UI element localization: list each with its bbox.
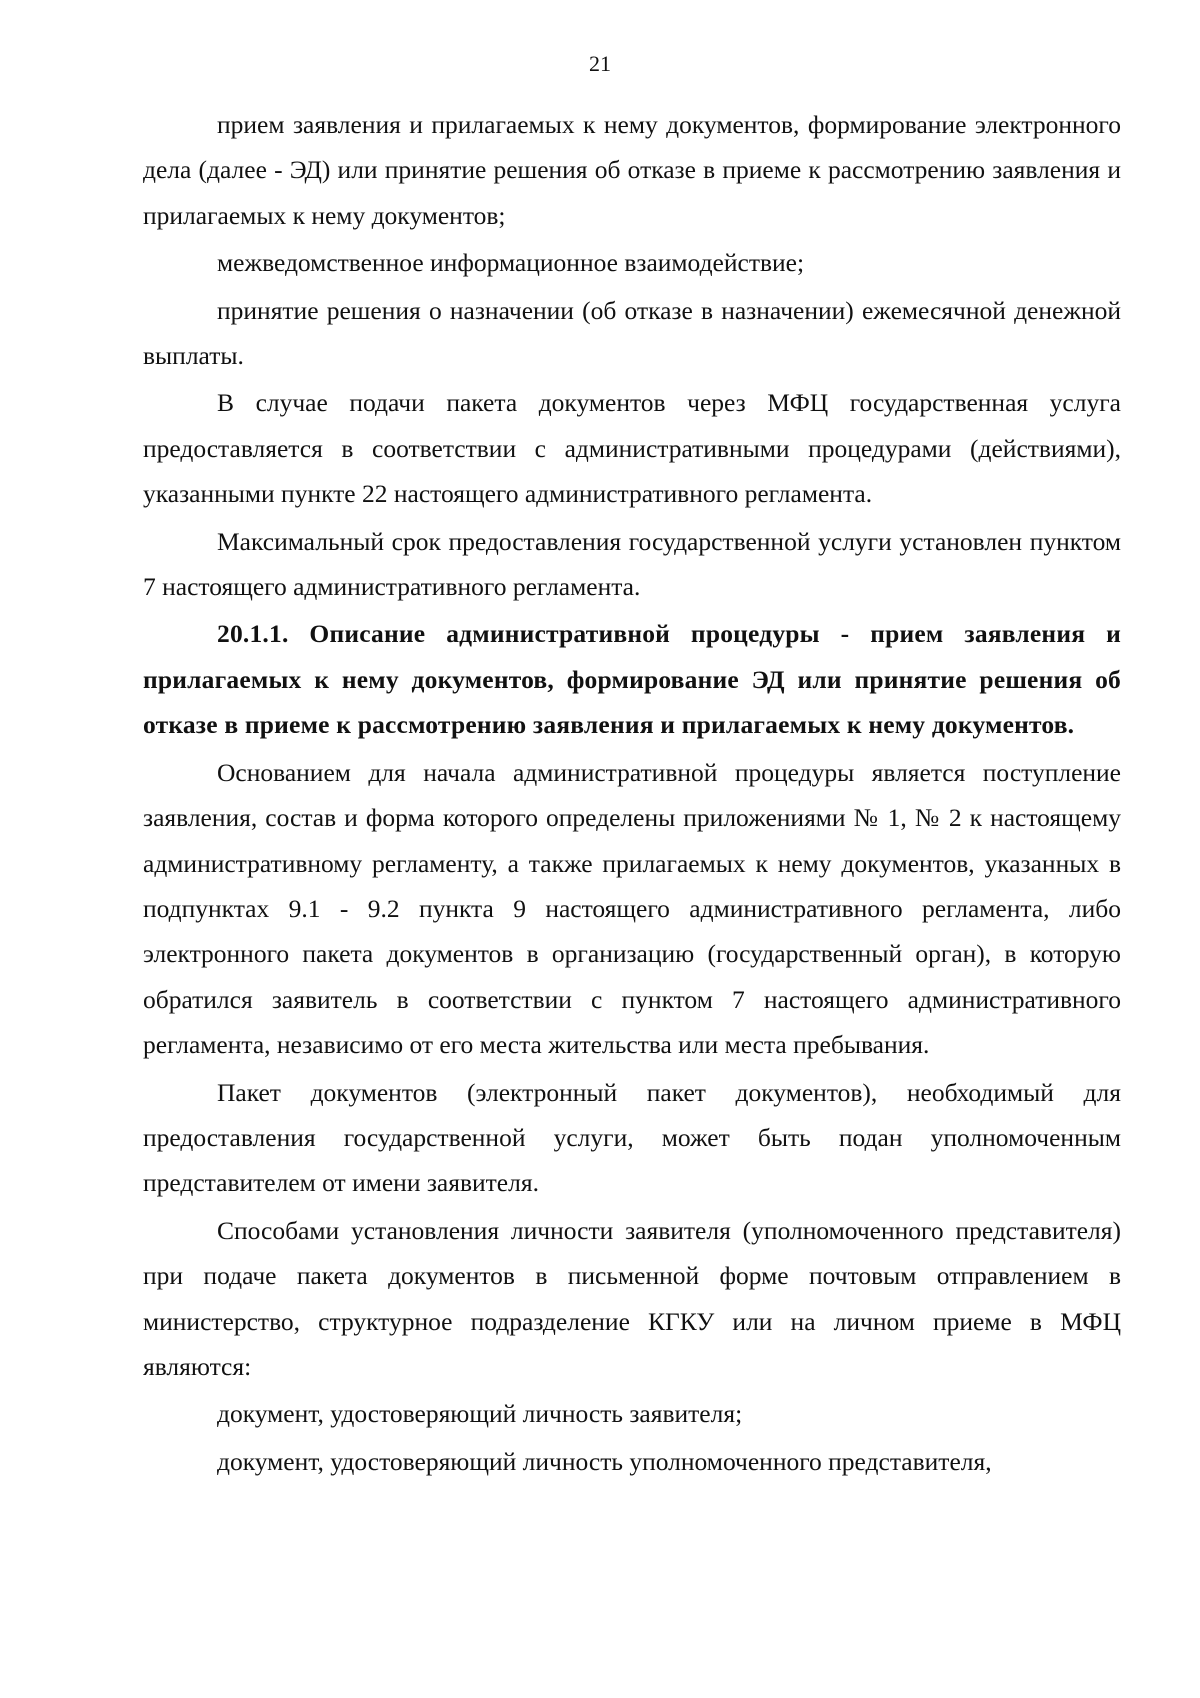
paragraph-max-term: Максимальный срок предоставления государственной услуги установлен пунктом 7 настоящего административного регламента. — [143, 526, 1121, 602]
paragraph-grounds: Основанием для начала административной процедуры является поступление заявления, состав и форма которого определены приложениями № 1, № 2 к настоящему административному регламенту, а также прилагаемых к нему документов, указанных в подпунктах 9.1 - 9.2 пункта 9 настоящего административного регламента, либо электронного пакета документов в организацию (государственный орган), в которую обратился заявитель в соответствии с пунктом 7 настоящего административного регламента, независимо от его места жительства или места пребывания. — [143, 757, 1121, 1060]
paragraph-representative-id: документ, удостоверяющий личность уполномоченного представителя, — [217, 1446, 992, 1476]
section-heading-20-1-1: 20.1.1. Описание административной процедуры - прием заявления и прилагаемых к нему документов, формирование ЭД или принятие решения об отказе в приеме к рассмотрению заявления и прилагаемых к нему документов. — [143, 619, 1121, 740]
paragraph-identification-methods: Способами установления личности заявителя (уполномоченного представителя) при подаче пакета документов в письменной форме почтовым отправлением в министерство, структурное подразделение КГКУ или на личном приеме в МФЦ являются: — [143, 1215, 1121, 1381]
paragraph-mfc-case: В случае подачи пакета документов через МФЦ государственная услуга предоставляется в соответствии с административными процедурами (действиями), указанными пункте 22 настоящего административного регламента. — [143, 388, 1121, 509]
paragraph-interagency: межведомственное информационное взаимодействие; — [217, 248, 805, 278]
page-number: 21 — [589, 51, 611, 76]
paragraph-representative: Пакет документов (электронный пакет документов), необходимый для предоставления государственной услуги, может быть подан уполномоченным представителем от имени заявителя. — [143, 1077, 1121, 1198]
paragraph-decision: принятие решения о назначении (об отказе в назначении) ежемесячной денежной выплаты. — [143, 295, 1121, 371]
document-body — [143, 102, 1121, 1486]
paragraph-applicant-id: документ, удостоверяющий личность заявителя; — [217, 1399, 743, 1429]
paragraph-procedure-reception: прием заявления и прилагаемых к нему документов, формирование электронного дела (далее - ЭД) или принятие решения об отказе в приеме к рассмотрению заявления и прилагаемых к нему документов; — [143, 110, 1121, 230]
